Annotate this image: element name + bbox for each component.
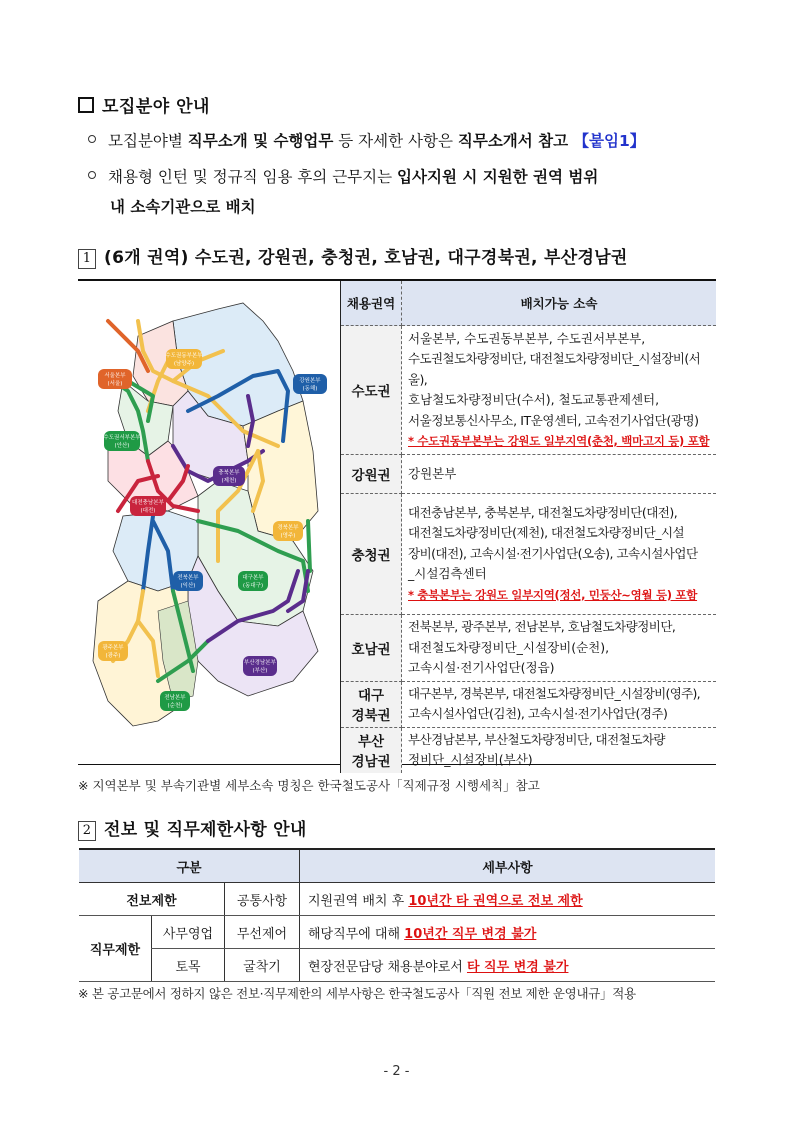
- svg-text:대구본부: 대구본부: [242, 575, 264, 581]
- footnote-org-names: ※ 지역본부 및 부속기관별 세부소속 명칭은 한국철도공사「직제규정 시행세칙」참고: [78, 778, 540, 793]
- svg-text:수도권서부본부: 수도권서부본부: [103, 435, 141, 441]
- attachment-ref: 【붙임1】: [568, 132, 646, 150]
- table-row: 직무제한 사무영업 무선제어 해당직무에 대해 10년간 직무 변경 불가: [79, 916, 715, 949]
- svg-text:전북본부: 전북본부: [177, 575, 199, 581]
- svg-text:(대전): (대전): [140, 508, 156, 514]
- svg-text:강원본부: 강원본부: [299, 378, 321, 384]
- svg-text:(서울): (서울): [107, 381, 123, 387]
- table-row-daegu: 대구 경북권 대구본부, 경북본부, 대전철도차량정비단_시설장비(영주), 고속시설사업단(김천), 고속시설·전기사업단(경주): [341, 681, 717, 727]
- section-1-title: 1 (6개 권역) 수도권, 강원권, 충청권, 호남권, 대구경북권, 부산경남권: [78, 243, 628, 269]
- svg-text:대전충남본부: 대전충남본부: [132, 500, 164, 506]
- svg-text:(제천): (제천): [221, 478, 237, 484]
- section-number-box: 1: [78, 249, 96, 269]
- region-note: * 수도권동부본부는 강원도 일부지역(춘천, 백마고지 등) 포함: [408, 434, 710, 448]
- svg-text:부산경남본부: 부산경남본부: [244, 660, 276, 666]
- svg-text:(영주): (영주): [280, 533, 296, 539]
- page-heading: 모집분야 안내: [78, 92, 210, 117]
- region-table-header: 채용권역 배치가능 소속: [341, 281, 717, 326]
- table-row-sudogwon: 수도권 서울본부, 수도권동부본부, 수도권서부본부, 수도권철도차량정비단, 대전철도차량정비단_시설장비(서울), 호남철도차량정비단(수서), 철도교통관제센터, 서울정보통신사무소, IT운영센터, 고속전기사업단(광명) * 수도권동부본부는 강원도 일부지역(춘천, 백마고지 등) 포함: [341, 326, 717, 455]
- svg-text:(순천): (순천): [167, 703, 183, 709]
- svg-text:(남양주): (남양주): [173, 361, 195, 367]
- bullet-item-2: 채용형 인턴 및 정규직 임용 후의 근무지는 입사지원 시 지원한 권역 범위 내 소속기관으로 배치: [88, 162, 728, 222]
- section-number-box: 2: [78, 821, 96, 841]
- svg-text:전남본부: 전남본부: [164, 695, 186, 701]
- table-row-gangwon: 강원권 강원본부: [341, 455, 717, 494]
- restriction-table: [79, 848, 715, 982]
- section-2-title: 2 전보 및 직무제한사항 안내: [78, 815, 307, 841]
- region-table: [340, 281, 716, 773]
- svg-text:충북본부: 충북본부: [218, 470, 240, 476]
- svg-text:(익산): (익산): [180, 583, 196, 589]
- svg-text:경북본부: 경북본부: [277, 525, 299, 531]
- restriction-table-header: 구분 세부사항: [79, 849, 715, 883]
- svg-text:(부산): (부산): [252, 668, 268, 674]
- table-row: 토목 굴착기 현장전문담당 채용분야로서 타 직무 변경 불가: [79, 949, 715, 982]
- circle-bullet-icon: [88, 135, 96, 143]
- svg-text:(광주): (광주): [105, 653, 121, 659]
- korea-rail-map: [78, 281, 340, 764]
- region-panel: [78, 279, 716, 770]
- footnote-transfer-rules: ※ 본 공고문에서 정하지 않은 전보·직무제한의 세부사항은 한국철도공사「직원 전보 제한 운영내규」적용: [78, 986, 636, 1001]
- table-row-honam: 호남권 전북본부, 광주본부, 전남본부, 호남철도차량정비단, 대전철도차량정비단_시설장비(순천), 고속시설·전기사업단(정읍): [341, 615, 717, 682]
- svg-text:광주본부: 광주본부: [102, 645, 124, 651]
- bullet-item-1: 모집분야별 직무소개 및 수행업무 등 자세한 사항은 직무소개서 참고 【붙임1】: [88, 126, 645, 156]
- svg-text:서울본부: 서울본부: [104, 373, 126, 379]
- table-row: 전보제한 공통사항 지원권역 배치 후 10년간 타 권역으로 전보 제한: [79, 883, 715, 916]
- svg-text:(동해): (동해): [302, 386, 318, 392]
- svg-text:(동대구): (동대구): [242, 583, 264, 589]
- table-row-busan: 부산 경남권 부산경남본부, 부산철도차량정비단, 대전철도차량 정비단_시설장비(부산): [341, 727, 717, 773]
- svg-text:수도권동부본부: 수도권동부본부: [165, 353, 203, 359]
- table-row-chungcheong: 충청권 대전충남본부, 충북본부, 대전철도차량정비단(대전), 대전철도차량정비단(제천), 대전철도차량정비단_시설 장비(대전), 고속시설·전기사업단(오송), 고속시설사업단 _시설검측센터 * 충북본부는 강원도 일부지역(정선, 민둥산~영월 등) 포함: [341, 494, 717, 615]
- svg-text:(안산): (안산): [114, 443, 130, 449]
- circle-bullet-icon: [88, 171, 96, 179]
- page-number: - 2 -: [383, 1064, 410, 1079]
- region-note: * 충북본부는 강원도 일부지역(정선, 민둥산~영월 등) 포함: [408, 587, 698, 602]
- square-bullet-icon: [78, 97, 94, 113]
